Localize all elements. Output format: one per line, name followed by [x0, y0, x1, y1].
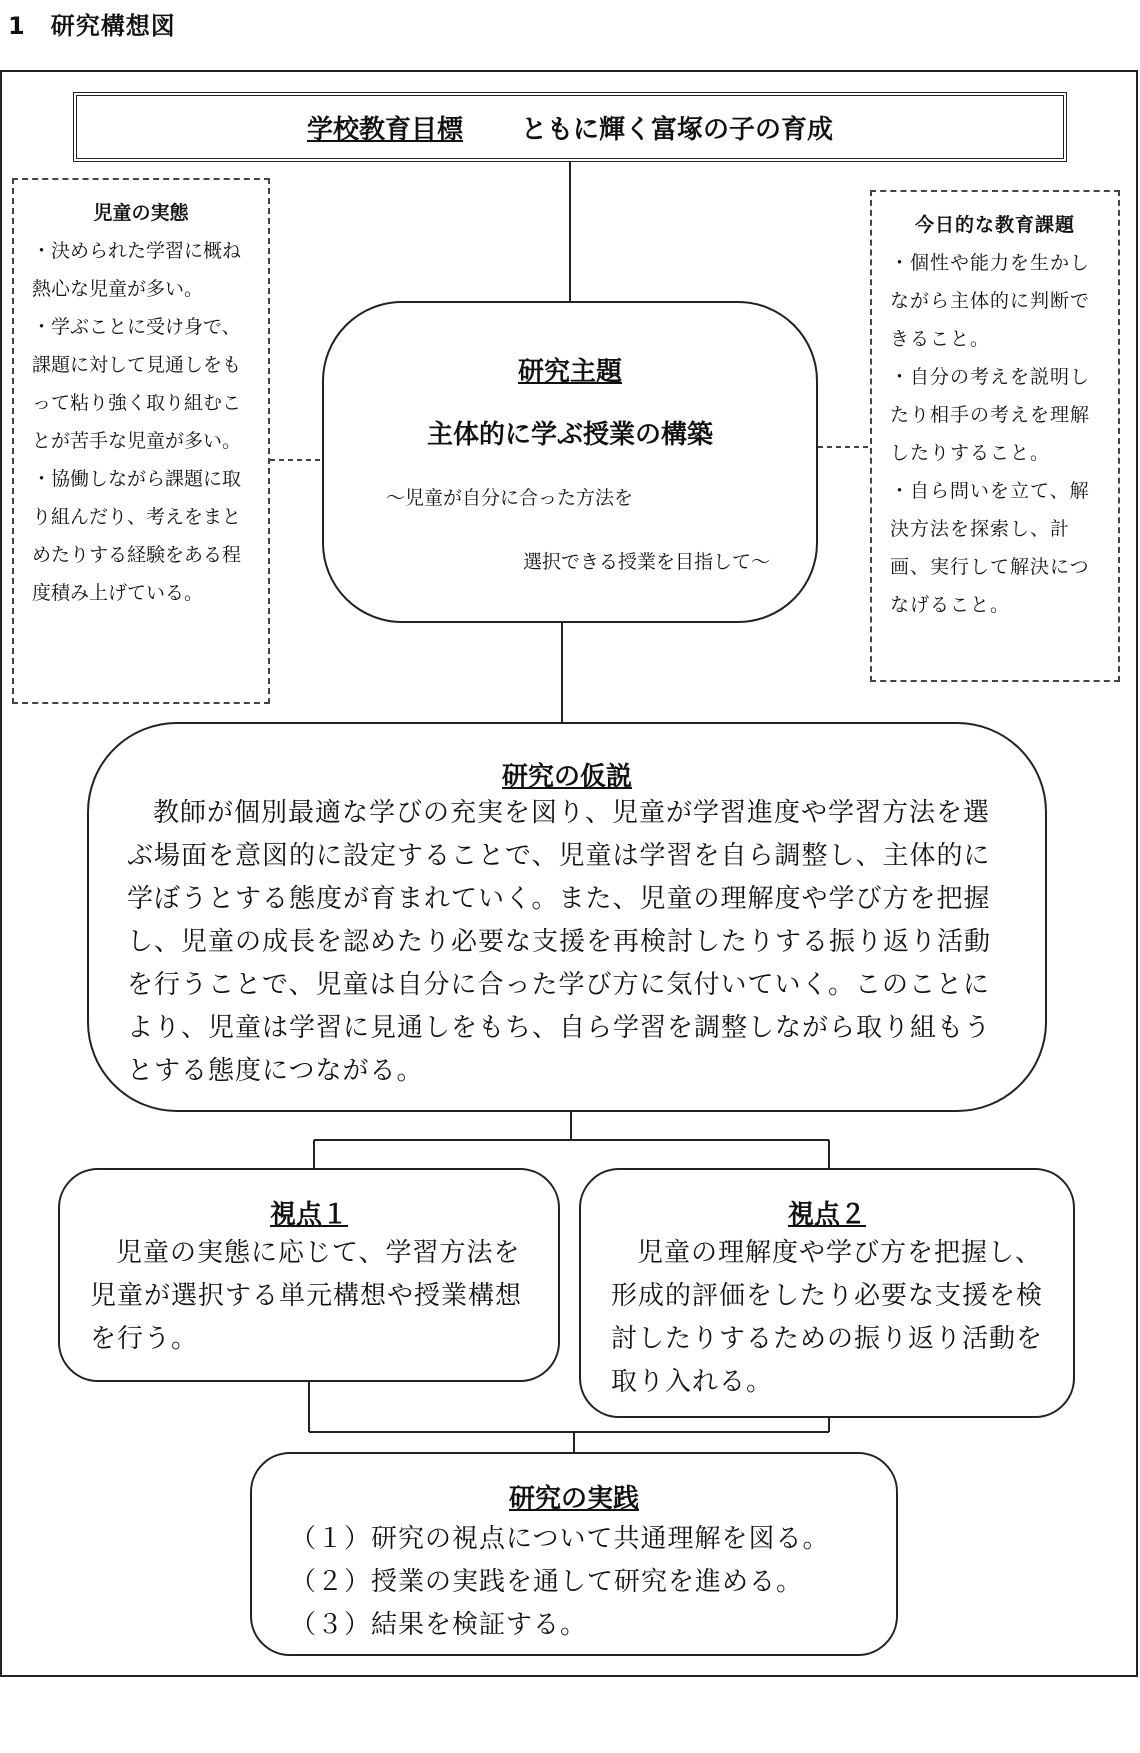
- education-issues-item: ・個性や能力を生かしながら主体的に判断できること。: [890, 252, 1091, 350]
- research-theme-box: [322, 301, 818, 623]
- practice-item: （１）研究の視点について共通理解を図る。: [290, 1524, 830, 1554]
- research-theme-heading: 研究主題: [517, 357, 622, 387]
- viewpoint2-heading: 視点２: [787, 1200, 866, 1230]
- research-theme-title: 主体的に学ぶ授業の構築: [426, 420, 713, 450]
- page-title: 1 研究構想図: [8, 12, 176, 40]
- current-state-item: ・学ぶことに受け身で、課題に対して見通しをもって粘り強く取り組むことが苦手な児童が多い。: [32, 316, 242, 452]
- viewpoint2-body: 児童の理解度や学び方を把握し、形成的評価をしたり必要な支援を検討したりするための振り返り活動を取り入れる。: [611, 1238, 1044, 1397]
- hypothesis-body: 教師が個別最適な学びの充実を図り、児童が学習進度や学習方法を選ぶ場面を意図的に設定することで、児童は学習を自ら調整し、主体的に学ぼうとする態度が育まれていく。また、児童の理解度や学び方を把握し、児童の成長を認めたり必要な支援を再検討したりする振り返り活動を行うことで、児童は自分に合った学び方に気付いていく。このことにより、児童は学習に見通しをもち、自ら学習を調整しながら取り組もうとする態度につながる。: [127, 798, 992, 1086]
- hypothesis-heading: 研究の仮説: [501, 762, 632, 792]
- viewpoint1-body: 児童の実態に応じて、学習方法を児童が選択する単元構想や授業構想を行う。: [90, 1238, 523, 1354]
- viewpoint1-box: [58, 1168, 560, 1382]
- viewpoint1-heading: 視点１: [269, 1200, 348, 1230]
- education-issues-item: ・自分の考えを説明したり相手の考えを理解したりすること。: [890, 366, 1091, 464]
- education-issues-box: [870, 190, 1120, 682]
- education-issues-heading: 今日的な教育課題: [914, 214, 1075, 236]
- current-state-item: ・協働しながら課題に取り組んだり、考えをまとめたりする経験をある程度積み上げている。: [32, 468, 242, 604]
- practice-box: [250, 1452, 898, 1656]
- current-state-item: ・決められた学習に概ね熱心な児童が多い。: [32, 240, 242, 300]
- school-goal-box: [73, 92, 1067, 162]
- hypothesis-box: [87, 722, 1047, 1112]
- current-state-heading: 児童の実態: [93, 202, 189, 224]
- viewpoint2-box: [579, 1168, 1075, 1418]
- practice-item: （２）授業の実践を通して研究を進める。: [290, 1567, 804, 1597]
- school-goal-text: ともに輝く富塚の子の育成: [521, 114, 834, 145]
- practice-heading: 研究の実践: [508, 1484, 639, 1514]
- practice-list: [290, 1518, 829, 1647]
- research-theme-subtitle-line2: 選択できる授業を目指して～: [522, 551, 770, 573]
- research-theme-subtitle-line1: ～児童が自分に合った方法を: [386, 487, 634, 509]
- current-state-box: [12, 178, 270, 704]
- education-issues-item: ・自ら問いを立て、解決方法を探索し、計画、実行して解決につなげること。: [890, 480, 1090, 616]
- practice-item: （３）結果を検証する。: [290, 1610, 588, 1640]
- school-goal-label: 学校教育目標: [306, 114, 463, 145]
